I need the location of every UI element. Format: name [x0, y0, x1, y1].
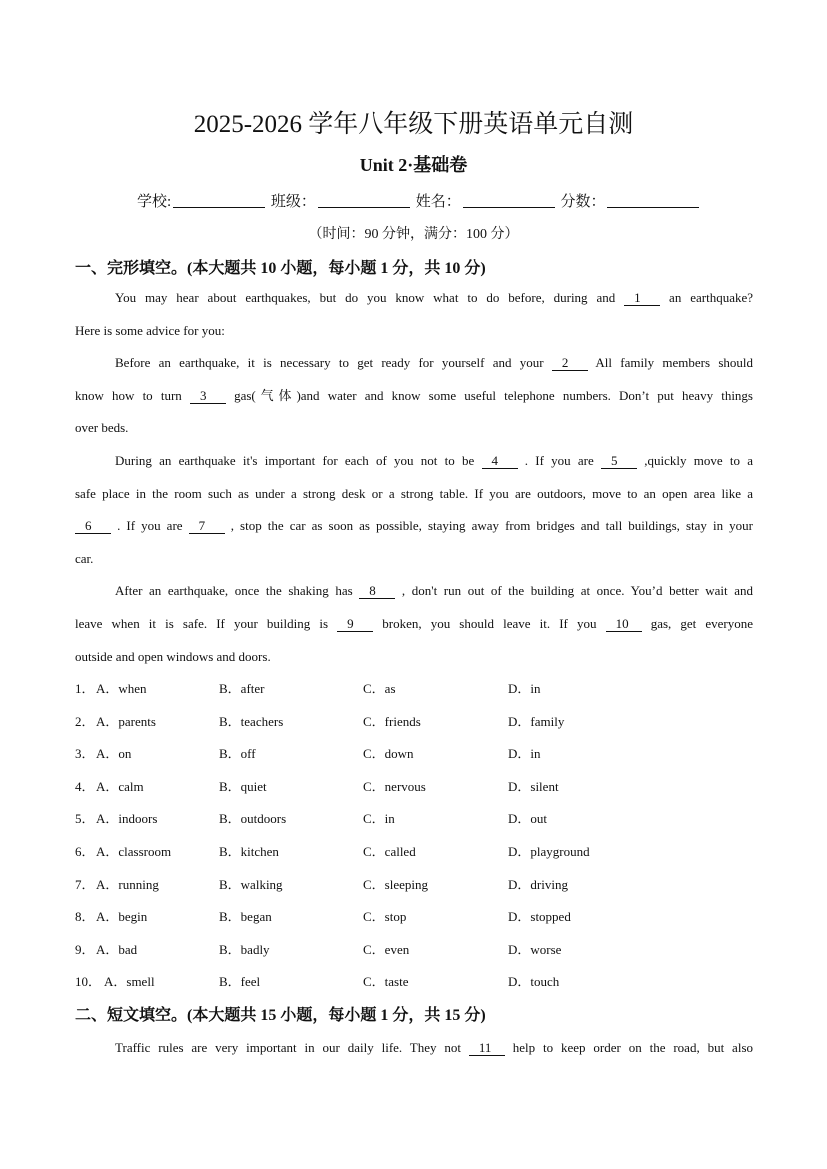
option-a[interactable]: A．classroom	[96, 844, 172, 859]
question-options-row	[75, 712, 775, 732]
option-b[interactable]: B．after	[219, 681, 265, 696]
option-c[interactable]: C．as	[363, 681, 396, 696]
option-d[interactable]: D．out	[508, 811, 548, 827]
option-d[interactable]: D．driving	[508, 876, 568, 892]
option-d[interactable]: D．in	[508, 681, 541, 696]
option-a[interactable]: A．on	[96, 746, 132, 762]
question-options-row	[75, 972, 775, 992]
section1-heading: 一、完形填空。(本大题共 10 小题，每小题 1 分，共 10 分)	[75, 260, 486, 277]
score-blank[interactable]	[607, 193, 699, 208]
passage-text: outside and open windows and doors.	[75, 648, 271, 664]
class-label: 班级：	[270, 194, 316, 210]
option-c[interactable]: C．down	[363, 746, 414, 762]
passage-line	[115, 1038, 753, 1058]
question-options-row	[75, 744, 775, 764]
passage-text: Here is some advice for you:	[75, 322, 225, 338]
option-c[interactable]: C．even	[363, 941, 410, 957]
passage-text: During an earthquake it's important for each of you not to be	[115, 453, 482, 468]
option-c[interactable]: C．in	[363, 811, 395, 827]
passage-line	[75, 647, 753, 667]
student-info-row	[137, 190, 701, 211]
document-title: 2025-2026 学年八年级下册英语单元自测	[193, 111, 634, 138]
answer-blank[interactable]: 7	[189, 518, 225, 534]
question-number: 8．	[75, 909, 95, 925]
option-b[interactable]: B．began	[219, 909, 272, 925]
passage-line	[75, 549, 753, 569]
question-number: 5．	[75, 811, 95, 827]
option-b[interactable]: B．feel	[219, 974, 261, 990]
passage-text: an earthquake?	[669, 290, 754, 305]
passage-line	[75, 386, 753, 406]
passage-line	[115, 353, 753, 373]
answer-blank[interactable]: 4	[482, 453, 518, 469]
option-a[interactable]: A．running	[96, 876, 159, 892]
answer-blank[interactable]: 2	[552, 355, 588, 371]
question-number: 1．	[75, 681, 95, 696]
passage-text: . If you are	[524, 453, 594, 468]
option-d[interactable]: D．family	[508, 713, 565, 729]
question-options-row	[75, 875, 775, 895]
option-a[interactable]: A．bad	[96, 941, 138, 957]
option-b[interactable]: B．off	[219, 746, 256, 762]
question-options-row	[75, 907, 775, 927]
question-number: 3．	[75, 746, 95, 762]
time-note: （时间：90 分钟，满分：100 分）	[308, 227, 519, 242]
option-c[interactable]: C．friends	[363, 713, 421, 729]
answer-blank[interactable]: 8	[359, 583, 395, 599]
answer-blank[interactable]: 3	[190, 388, 226, 404]
passage-text: leave when it is safe. If your building is	[75, 616, 329, 631]
name-blank[interactable]	[463, 193, 555, 208]
name-label: 姓名：	[415, 194, 461, 210]
option-c[interactable]: C．nervous	[363, 778, 426, 794]
option-b[interactable]: B．kitchen	[219, 844, 279, 859]
passage-line	[75, 321, 753, 341]
passage-line	[75, 418, 753, 438]
passage-text: Traffic rules are very important in our daily life. They not	[115, 1040, 469, 1055]
passage-text: All family members should	[595, 355, 753, 371]
passage-text: know how to turn	[75, 387, 182, 403]
passage-line	[115, 581, 753, 601]
question-number: 6．	[75, 844, 95, 859]
question-number: 9．	[75, 941, 95, 957]
passage-text: car.	[75, 550, 94, 566]
answer-blank[interactable]: 11	[469, 1040, 505, 1056]
option-b[interactable]: B．teachers	[219, 713, 284, 729]
document-subtitle: Unit 2·基础卷	[359, 155, 468, 175]
passage-line	[75, 516, 753, 536]
score-label: 分数：	[560, 194, 606, 210]
passage-text: ,quickly move to a	[644, 453, 754, 468]
passage-text: After an earthquake, once the shaking has	[115, 583, 353, 599]
option-a[interactable]: A．calm	[96, 778, 144, 794]
school-label: 学校:	[137, 194, 172, 210]
answer-blank[interactable]: 9	[337, 616, 373, 632]
option-a[interactable]: A．parents	[96, 713, 156, 729]
option-c[interactable]: C．taste	[363, 974, 409, 990]
question-options-row	[75, 842, 775, 862]
question-number: 4．	[75, 778, 95, 794]
question-number: 2．	[75, 713, 95, 729]
passage-text: You may hear about earthquakes, but do you know what to do before, during and	[115, 290, 625, 305]
option-c[interactable]: C．called	[363, 844, 416, 859]
question-options-row	[75, 940, 775, 960]
question-options-row	[75, 679, 775, 699]
option-d[interactable]: D．in	[508, 746, 541, 762]
passage-text: , don't run out of the building at once. You’d better wait and	[401, 583, 754, 599]
passage-line	[75, 484, 753, 504]
school-blank[interactable]	[173, 193, 265, 208]
option-a[interactable]: A．smell	[104, 974, 155, 990]
option-c[interactable]: C．sleeping	[363, 876, 428, 892]
question-options-row	[75, 809, 775, 829]
answer-blank[interactable]: 6	[75, 518, 111, 534]
question-options-row	[75, 777, 775, 797]
passage-text: help to keep order on the road, but also	[512, 1040, 753, 1055]
option-d[interactable]: D．silent	[508, 778, 559, 794]
option-d[interactable]: D．stopped	[508, 909, 571, 925]
answer-blank[interactable]: 10	[606, 616, 642, 632]
option-b[interactable]: B．badly	[219, 941, 270, 957]
section2-heading: 二、短文填空。(本大题共 15 小题，每小题 1 分，共 15 分)	[75, 1007, 486, 1024]
answer-blank[interactable]: 5	[601, 453, 637, 469]
question-number: 7．	[75, 876, 95, 892]
question-number: 10．	[75, 974, 102, 990]
option-a[interactable]: A．when	[96, 681, 147, 696]
option-b[interactable]: B．quiet	[219, 778, 267, 794]
option-a[interactable]: A．indoors	[96, 811, 158, 827]
option-d[interactable]: D．playground	[508, 844, 590, 859]
option-b[interactable]: B．walking	[219, 876, 283, 892]
passage-text: gas(气体)and water and know some useful telephone numbers. Don’t put heavy things	[234, 387, 753, 403]
option-b[interactable]: B．outdoors	[219, 811, 287, 827]
passage-line	[115, 288, 753, 308]
passage-text: . If you are	[117, 518, 189, 534]
passage-text: , stop the car as soon as possible, staying away from bridges and tall buildings, stay in your	[230, 518, 754, 534]
passage-text: over beds.	[75, 420, 129, 436]
passage-line	[75, 614, 753, 634]
class-blank[interactable]	[318, 193, 410, 208]
passage-text: gas, get everyone	[650, 616, 754, 631]
passage-text: broken, you should leave it. If you	[382, 616, 597, 631]
option-d[interactable]: D．touch	[508, 974, 560, 990]
passage-text: safe place in the room such as under a strong desk or a strong table. If you are outdoors, move to an open area like a	[75, 485, 753, 501]
option-a[interactable]: A．begin	[96, 909, 148, 925]
passage-line	[115, 451, 753, 471]
answer-blank[interactable]: 1	[624, 290, 660, 306]
passage-text: Before an earthquake, it is necessary to get ready for yourself and your	[115, 355, 552, 371]
option-c[interactable]: C．stop	[363, 909, 407, 925]
option-d[interactable]: D．worse	[508, 941, 562, 957]
